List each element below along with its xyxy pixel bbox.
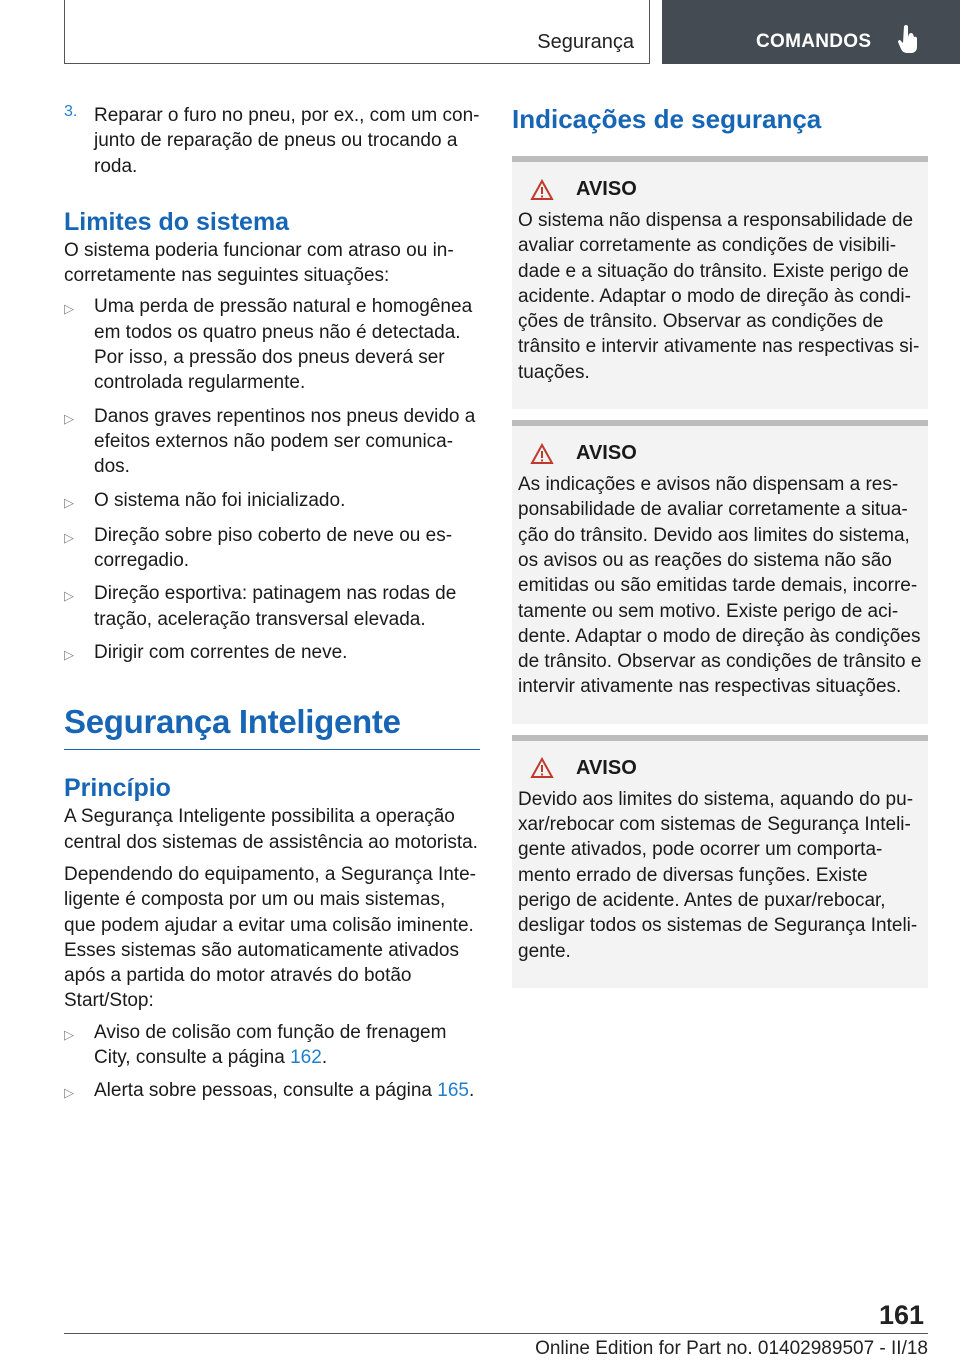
step-number: 3. xyxy=(64,103,78,120)
limits-heading: Limites do sistema xyxy=(64,207,290,236)
hand-pointer-icon xyxy=(898,24,918,54)
limits-intro: O sistema poderia funcionar com atraso ou incorretamente nas seguintes situações: xyxy=(64,239,454,287)
list-item: ▷ Danos graves repentinos nos pneus devido a efeitos externos não podem ser comunicados. xyxy=(64,404,480,480)
warning-box xyxy=(512,735,928,988)
warning-triangle-icon xyxy=(530,443,554,465)
numbered-step xyxy=(64,103,480,179)
edition-note: Online Edition for Part no. 01402989507 - II/18 xyxy=(535,1338,928,1359)
bullet-triangle-icon: ▷ xyxy=(64,410,74,426)
warning-title: AVISO xyxy=(518,442,922,465)
safety-notes-heading: Indicações de segurança xyxy=(512,104,822,134)
bullet-triangle-icon: ▷ xyxy=(64,301,74,317)
list-item: ▷ Alerta sobre pessoas, consulte a página 165. xyxy=(64,1078,480,1105)
bullet-triangle-icon: ▷ xyxy=(64,529,74,545)
chapter-tab[interactable] xyxy=(662,0,960,64)
warning-title: AVISO xyxy=(518,757,922,780)
assist-list xyxy=(64,1020,480,1106)
footer-divider xyxy=(64,1333,928,1334)
bullet-triangle-icon: ▷ xyxy=(64,588,74,604)
warning-triangle-icon xyxy=(530,757,554,779)
chapter-tab-label: COMANDOS xyxy=(756,31,872,52)
warning-triangle-icon xyxy=(530,179,554,201)
right-column xyxy=(512,103,928,988)
bullet-triangle-icon: ▷ xyxy=(64,647,74,663)
warning-box xyxy=(512,420,928,724)
intelligent-safety-heading-block xyxy=(64,703,480,750)
principle-paragraph-2: Dependendo do equipamento, a Segurança Inteligente é composta por um ou mais sistemas, que podem ajudar a evitar uma colisão iminente. Esses sistemas são automaticamente ativados após a partida do motor através do botão Start/Stop: xyxy=(64,863,476,1012)
page-number: 161 xyxy=(878,1300,924,1330)
principle-paragraph-1: A Segurança Inteligente possibilita a operação central dos sistemas de assistência ao motorista. xyxy=(64,806,478,853)
principle-heading: Princípio xyxy=(64,774,171,803)
warning-box xyxy=(512,156,928,409)
warning-text: O sistema não dispensa a responsabilidade de avaliar corretamente as condições de visibilidade e a situação do trânsito. Existe perigo de acidente. Adaptar o modo de direção às condições de trânsito. Observar as condições de trânsito e intervir ativamente nas respectivas situações. xyxy=(518,210,920,383)
list-item: ▷ Aviso de colisão com função de frenagem City, consulte a página 162. xyxy=(64,1020,480,1071)
section-title: Segurança xyxy=(537,31,634,53)
warning-title: AVISO xyxy=(518,178,922,201)
bullet-triangle-icon: ▷ xyxy=(64,1085,74,1101)
intelligent-safety-heading: Segurança Inteligente xyxy=(64,703,401,741)
page-link-165[interactable]: 165 xyxy=(437,1080,469,1102)
list-item: ▷ Direção esportiva: patinagem nas rodas de tração, aceleração transversal elevada. xyxy=(64,581,480,632)
list-item: ▷ Direção sobre piso coberto de neve ou escorregadio. xyxy=(64,523,480,574)
warning-text: As indicações e avisos não dispensam a responsabilidade de avaliar corretamente a situação do trânsito. Devido aos limites do sistema, os avisos ou as reações do sistema não são emitidas ou são emitidas tarde demais, incorretamente ou sem motivo. Existe perigo de acidente. Adaptar o modo de direção às condições de trânsito. Observar as condições de trânsito e intervir ativamente nas respectivas situações. xyxy=(518,474,922,698)
list-item: ▷ O sistema não foi inicializado. xyxy=(64,488,480,515)
left-column xyxy=(64,103,480,1106)
list-item: ▷ Dirigir com correntes de neve. xyxy=(64,640,480,667)
limits-list xyxy=(64,294,480,667)
warning-text: Devido aos limites do sistema, aquando do puxar/rebocar com sistemas de Segurança Inteligente ativados, pode ocorrer um comportamento errado de diversas funções. Existe perigo de acidente. Antes de puxar/rebocar, desligar todos os sistemas de Segurança Inteligente. xyxy=(518,788,918,962)
page-link-162[interactable]: 162 xyxy=(290,1047,322,1069)
step-text: Reparar o furo no pneu, por ex., com um conjunto de reparação de pneus ou trocando a roda. xyxy=(94,105,480,177)
list-item: ▷ Uma perda de pressão natural e homogênea em todos os quatro pneus não é detectada. Por isso, a pressão dos pneus deverá ser controlada regularmente. xyxy=(64,294,480,395)
bullet-triangle-icon: ▷ xyxy=(64,1026,74,1042)
bullet-triangle-icon: ▷ xyxy=(64,494,74,510)
